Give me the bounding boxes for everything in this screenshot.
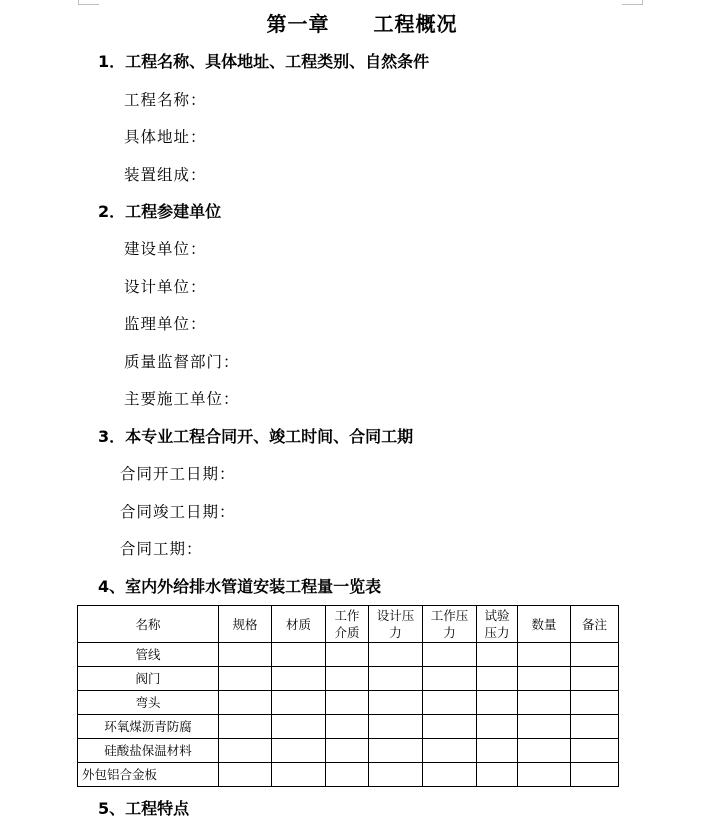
item-name-cell: 硅酸盐保温材料 bbox=[78, 739, 219, 763]
table-cell bbox=[369, 667, 423, 691]
chapter-name: 工程概况 bbox=[373, 12, 458, 36]
field-completion-date: 合同竣工日期： bbox=[120, 503, 236, 521]
field-start-date: 合同开工日期： bbox=[120, 465, 236, 483]
table-cell bbox=[518, 691, 571, 715]
quantity-table bbox=[77, 605, 619, 787]
table-cell bbox=[369, 715, 423, 739]
table-cell bbox=[571, 691, 619, 715]
section-heading-1: 1．工程名称、具体地址、工程类别、自然条件 bbox=[98, 52, 430, 71]
table-cell bbox=[326, 715, 369, 739]
table-cell bbox=[369, 763, 423, 787]
table-cell bbox=[272, 643, 326, 667]
table-cell bbox=[369, 643, 423, 667]
table-row bbox=[78, 715, 619, 739]
field-composition: 装置组成： bbox=[124, 166, 207, 184]
table-cell bbox=[326, 643, 369, 667]
section-heading-4: 4、室内外给排水管道安装工程量一览表 bbox=[98, 577, 382, 596]
table-cell bbox=[369, 739, 423, 763]
col-header-remark: 备注 bbox=[571, 606, 619, 643]
table-cell bbox=[326, 739, 369, 763]
table-row bbox=[78, 739, 619, 763]
item-name-cell: 管线 bbox=[78, 643, 219, 667]
item-name-cell: 环氧煤沥青防腐 bbox=[78, 715, 219, 739]
table-cell bbox=[423, 739, 477, 763]
table-cell bbox=[518, 763, 571, 787]
table-cell bbox=[219, 691, 272, 715]
table-cell bbox=[326, 763, 369, 787]
table-cell bbox=[272, 691, 326, 715]
field-construction-unit: 主要施工单位： bbox=[124, 390, 240, 408]
table-cell bbox=[477, 739, 518, 763]
field-supervision-unit: 监理单位： bbox=[124, 315, 207, 333]
item-name-cell: 弯头 bbox=[78, 691, 219, 715]
table-cell bbox=[326, 667, 369, 691]
col-header-quantity: 数量 bbox=[518, 606, 571, 643]
table-cell bbox=[219, 739, 272, 763]
table-cell bbox=[477, 667, 518, 691]
item-name-cell: 外包铝合金板 bbox=[78, 763, 219, 787]
table-cell bbox=[423, 643, 477, 667]
item-name-cell: 阀门 bbox=[78, 667, 219, 691]
table-cell bbox=[571, 715, 619, 739]
table-cell bbox=[219, 643, 272, 667]
table-cell bbox=[423, 691, 477, 715]
table-cell bbox=[571, 739, 619, 763]
chapter-number: 第一章 bbox=[266, 12, 330, 36]
table-row bbox=[78, 691, 619, 715]
page-corner-mark-right bbox=[622, 0, 643, 5]
table-cell bbox=[477, 763, 518, 787]
table-cell bbox=[272, 667, 326, 691]
table-cell bbox=[477, 691, 518, 715]
table-cell bbox=[272, 739, 326, 763]
table-cell bbox=[518, 667, 571, 691]
field-address: 具体地址： bbox=[124, 128, 207, 146]
table-header-row bbox=[78, 606, 619, 643]
table-cell bbox=[477, 715, 518, 739]
col-header-work-pressure: 工作压力 bbox=[423, 606, 477, 643]
table-cell bbox=[518, 715, 571, 739]
table-cell bbox=[423, 763, 477, 787]
table-cell bbox=[518, 643, 571, 667]
section-heading-2: 2．工程参建单位 bbox=[98, 202, 222, 221]
table-cell bbox=[369, 691, 423, 715]
col-header-spec: 规格 bbox=[219, 606, 272, 643]
table-cell bbox=[219, 763, 272, 787]
table-cell bbox=[571, 763, 619, 787]
table-row bbox=[78, 763, 619, 787]
table-cell bbox=[423, 667, 477, 691]
table-cell bbox=[272, 763, 326, 787]
field-project-name: 工程名称： bbox=[124, 91, 207, 109]
col-header-material: 材质 bbox=[272, 606, 326, 643]
section-heading-3: 3．本专业工程合同开、竣工时间、合同工期 bbox=[98, 427, 414, 446]
page-corner-mark-left bbox=[78, 0, 99, 5]
col-header-name: 名称 bbox=[78, 606, 219, 643]
table-cell bbox=[571, 667, 619, 691]
table-cell bbox=[518, 739, 571, 763]
table-cell bbox=[219, 715, 272, 739]
table-cell bbox=[571, 643, 619, 667]
table-row bbox=[78, 643, 619, 667]
table-cell bbox=[477, 643, 518, 667]
table-cell bbox=[272, 715, 326, 739]
field-duration: 合同工期： bbox=[120, 540, 203, 558]
table-cell bbox=[326, 691, 369, 715]
col-header-design-pressure: 设计压力 bbox=[369, 606, 423, 643]
table-cell bbox=[219, 667, 272, 691]
col-header-medium: 工作介质 bbox=[326, 606, 369, 643]
field-owner-unit: 建设单位： bbox=[124, 240, 207, 258]
col-header-test-pressure: 试验压力 bbox=[477, 606, 518, 643]
field-design-unit: 设计单位： bbox=[124, 278, 207, 296]
field-quality-dept: 质量监督部门： bbox=[124, 353, 240, 371]
table-cell bbox=[423, 715, 477, 739]
section-heading-5: 5、工程特点 bbox=[98, 799, 190, 818]
table-row bbox=[78, 667, 619, 691]
chapter-title bbox=[0, 8, 724, 37]
